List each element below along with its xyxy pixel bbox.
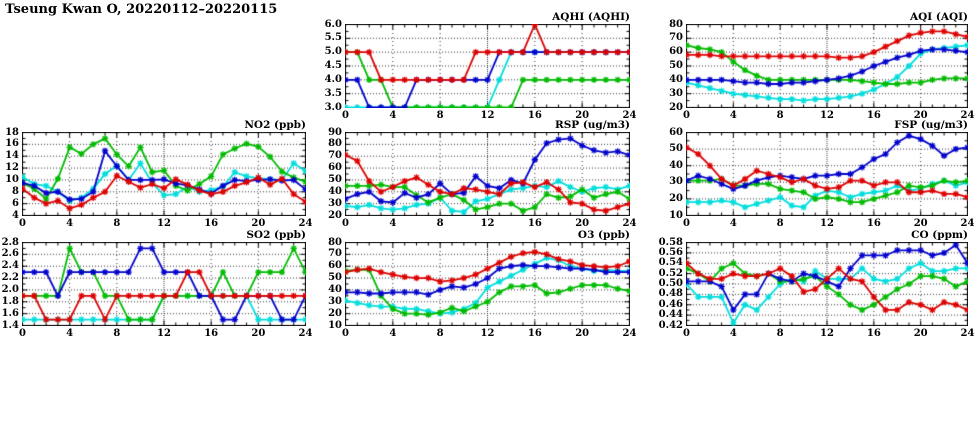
x-tick-label: 12 bbox=[480, 218, 495, 229]
x-tick-label: 4 bbox=[66, 328, 74, 339]
y-tick-label: 0.48 bbox=[658, 288, 683, 300]
y-tick-label: 30 bbox=[328, 295, 342, 307]
chart-o3 bbox=[313, 229, 637, 342]
x-tick-label: 8 bbox=[776, 110, 784, 121]
x-tick-label: 16 bbox=[866, 218, 881, 229]
y-tick-label: 50 bbox=[328, 173, 342, 185]
y-tick-label: 14 bbox=[5, 150, 19, 162]
x-tick-label: 16 bbox=[527, 328, 542, 339]
chart-title: CO (ppm) bbox=[911, 229, 968, 241]
x-tick-label: 16 bbox=[527, 110, 542, 121]
x-tick-label: 20 bbox=[251, 218, 266, 229]
y-tick-label: 0.56 bbox=[658, 246, 683, 258]
x-tick-label: 0 bbox=[342, 328, 349, 339]
chart-fsp bbox=[654, 119, 975, 232]
y-tick-label: 40 bbox=[669, 159, 683, 171]
y-tick-label: 10 bbox=[669, 209, 683, 221]
x-tick-label: 0 bbox=[683, 110, 690, 121]
y-tick-label: 2.4 bbox=[1, 260, 19, 272]
y-tick-label: 2.6 bbox=[1, 248, 19, 260]
x-tick-label: 24 bbox=[960, 328, 975, 339]
y-tick-label: 12 bbox=[5, 162, 19, 174]
y-tick-label: 0.44 bbox=[658, 309, 683, 321]
x-tick-label: 20 bbox=[913, 328, 928, 339]
x-tick-label: 4 bbox=[389, 110, 397, 121]
y-tick-label: 80 bbox=[328, 138, 342, 150]
x-tick-label: 20 bbox=[251, 328, 266, 339]
y-tick-label: 2.0 bbox=[1, 283, 19, 295]
y-tick-label: 2.2 bbox=[1, 272, 19, 284]
so2-plot-canvas bbox=[22, 242, 306, 326]
x-tick-label: 8 bbox=[436, 110, 444, 121]
chart-title: RSP (ug/m3) bbox=[554, 119, 630, 131]
y-tick-label: 3.5 bbox=[324, 87, 342, 99]
x-tick-label: 0 bbox=[19, 218, 26, 229]
x-tick-label: 16 bbox=[866, 328, 881, 339]
x-tick-label: 0 bbox=[342, 218, 349, 229]
y-tick-label: 0.46 bbox=[658, 298, 683, 310]
y-tick-label: 10 bbox=[5, 173, 19, 185]
y-tick-label: 3.0 bbox=[324, 101, 342, 113]
x-tick-label: 20 bbox=[575, 218, 590, 229]
no2-plot-canvas bbox=[22, 132, 306, 216]
x-tick-label: 0 bbox=[683, 218, 690, 229]
chart-title: O3 (ppb) bbox=[577, 229, 630, 241]
y-tick-label: 1.8 bbox=[1, 295, 19, 307]
y-tick-label: 0.58 bbox=[658, 236, 683, 248]
x-tick-label: 12 bbox=[480, 328, 495, 339]
y-tick-label: 70 bbox=[328, 150, 342, 162]
y-tick-label: 70 bbox=[669, 32, 683, 44]
x-tick-label: 24 bbox=[960, 110, 975, 121]
x-tick-label: 8 bbox=[113, 328, 121, 339]
y-tick-label: 16 bbox=[5, 138, 19, 150]
y-tick-label: 4.5 bbox=[324, 60, 342, 71]
chart-title: AQHI (AQHI) bbox=[552, 11, 630, 23]
o3-plot-canvas bbox=[345, 242, 630, 326]
aqi-plot-canvas bbox=[686, 24, 968, 108]
x-tick-label: 8 bbox=[776, 328, 784, 339]
y-tick-label: 20 bbox=[328, 307, 342, 319]
x-tick-label: 16 bbox=[527, 218, 542, 229]
y-tick-label: 20 bbox=[328, 209, 342, 221]
y-tick-label: 30 bbox=[669, 176, 683, 188]
y-tick-label: 50 bbox=[328, 272, 342, 284]
y-tick-label: 0.52 bbox=[658, 267, 683, 279]
aqhi-plot-canvas bbox=[345, 24, 630, 108]
y-tick-label: 60 bbox=[328, 260, 342, 272]
y-tick-label: 0.50 bbox=[658, 278, 683, 289]
chart-title: AQI (AQI) bbox=[909, 11, 968, 23]
y-tick-label: 0.54 bbox=[658, 257, 683, 269]
x-tick-label: 16 bbox=[204, 218, 219, 229]
fsp-plot-canvas bbox=[686, 132, 968, 216]
y-tick-label: 20 bbox=[669, 101, 683, 113]
x-tick-label: 12 bbox=[820, 110, 834, 121]
chart-co bbox=[654, 229, 975, 342]
y-tick-label: 5.0 bbox=[324, 46, 342, 58]
x-tick-label: 0 bbox=[683, 328, 690, 339]
x-tick-label: 12 bbox=[820, 328, 834, 339]
x-tick-label: 12 bbox=[480, 110, 495, 121]
x-tick-label: 4 bbox=[389, 328, 397, 339]
y-tick-label: 20 bbox=[669, 192, 683, 204]
x-tick-label: 16 bbox=[204, 328, 219, 339]
y-tick-label: 60 bbox=[669, 46, 683, 58]
y-tick-label: 40 bbox=[328, 185, 342, 197]
x-tick-label: 24 bbox=[622, 328, 637, 339]
y-tick-label: 60 bbox=[669, 126, 683, 138]
x-tick-label: 24 bbox=[298, 328, 313, 339]
chart-so2 bbox=[0, 229, 313, 342]
y-tick-label: 5.5 bbox=[324, 32, 342, 44]
x-tick-label: 4 bbox=[389, 218, 397, 229]
rsp-plot-canvas bbox=[345, 132, 630, 216]
x-tick-label: 20 bbox=[913, 218, 928, 229]
y-tick-label: 80 bbox=[669, 18, 683, 30]
x-tick-label: 12 bbox=[157, 218, 171, 229]
y-tick-label: 50 bbox=[669, 143, 683, 155]
y-tick-label: 1.4 bbox=[1, 319, 19, 331]
x-tick-label: 20 bbox=[913, 110, 928, 121]
x-tick-label: 24 bbox=[960, 218, 975, 229]
x-tick-label: 8 bbox=[436, 328, 444, 339]
x-tick-label: 8 bbox=[436, 218, 444, 229]
y-tick-label: 8 bbox=[12, 185, 19, 197]
chart-aqi bbox=[654, 11, 975, 124]
y-tick-label: 4.0 bbox=[324, 73, 342, 85]
y-tick-label: 40 bbox=[669, 73, 683, 85]
y-tick-label: 50 bbox=[669, 60, 683, 71]
y-tick-label: 18 bbox=[5, 126, 19, 138]
x-tick-label: 16 bbox=[866, 110, 881, 121]
chart-rsp bbox=[313, 119, 637, 232]
x-tick-label: 12 bbox=[820, 218, 834, 229]
y-tick-label: 40 bbox=[328, 283, 342, 295]
y-tick-label: 90 bbox=[328, 126, 342, 138]
x-tick-label: 24 bbox=[622, 218, 637, 229]
x-tick-label: 8 bbox=[113, 218, 121, 229]
x-tick-label: 12 bbox=[157, 328, 171, 339]
y-tick-label: 10 bbox=[328, 319, 342, 331]
page-title: Tseung Kwan O, 20220112–20220115 bbox=[5, 2, 278, 17]
x-tick-label: 4 bbox=[729, 218, 737, 229]
x-tick-label: 20 bbox=[575, 328, 590, 339]
y-tick-label: 4 bbox=[12, 209, 19, 221]
y-tick-label: 6 bbox=[12, 197, 19, 209]
y-tick-label: 30 bbox=[669, 87, 683, 99]
y-tick-label: 70 bbox=[328, 248, 342, 260]
chart-title: FSP (ug/m3) bbox=[894, 119, 968, 131]
chart-title: SO2 (ppb) bbox=[246, 229, 306, 241]
x-tick-label: 4 bbox=[729, 110, 737, 121]
x-tick-label: 24 bbox=[298, 218, 313, 229]
x-tick-label: 24 bbox=[622, 110, 637, 121]
y-tick-label: 6.0 bbox=[324, 18, 342, 30]
y-tick-label: 0.42 bbox=[658, 319, 683, 331]
chart-aqhi bbox=[313, 11, 637, 124]
x-tick-label: 20 bbox=[575, 110, 590, 121]
y-tick-label: 80 bbox=[328, 236, 342, 248]
y-tick-label: 30 bbox=[328, 197, 342, 209]
y-tick-label: 1.6 bbox=[1, 307, 19, 319]
x-tick-label: 4 bbox=[729, 328, 737, 339]
x-tick-label: 4 bbox=[66, 218, 74, 229]
co-plot-canvas bbox=[686, 242, 968, 326]
y-tick-label: 2.8 bbox=[1, 236, 19, 248]
x-tick-label: 8 bbox=[776, 218, 784, 229]
chart-title: NO2 (ppb) bbox=[244, 119, 306, 131]
chart-no2 bbox=[0, 119, 313, 232]
x-tick-label: 0 bbox=[19, 328, 26, 339]
y-tick-label: 60 bbox=[328, 162, 342, 174]
x-tick-label: 0 bbox=[342, 110, 349, 121]
